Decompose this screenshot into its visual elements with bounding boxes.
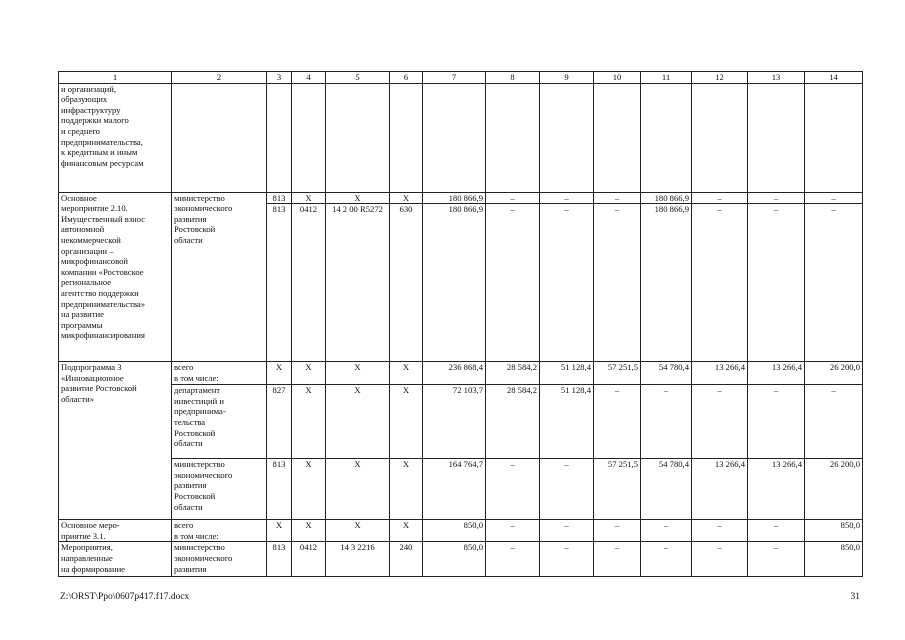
cell: – [486, 520, 540, 542]
table-row [59, 459, 863, 520]
cell: 54 780,4 [641, 459, 692, 520]
cell: – [486, 192, 540, 204]
executor: всего в том числе: [172, 362, 267, 385]
event-name: и организаций, образующих инфраструктуру поддержки малого и среднего предпринимательства, к кредитным и иным финансовым ресурсам [59, 83, 172, 192]
cell: 850,0 [805, 542, 863, 577]
cell: X [292, 362, 326, 385]
cell: 180 866,9 [423, 204, 486, 362]
table-row [59, 542, 863, 577]
cell: X [267, 362, 292, 385]
executor: всего в том числе: [172, 520, 267, 542]
event-name: Мероприятия, направленные на формирование [59, 542, 172, 577]
cell: X [326, 362, 390, 385]
cell: – [486, 459, 540, 520]
cell: – [641, 385, 692, 459]
col-header: 6 [390, 72, 423, 84]
cell: X [292, 192, 326, 204]
budget-table [58, 71, 863, 577]
cell: 14 2 00 R5272 [326, 204, 390, 362]
cell: – [692, 520, 748, 542]
cell: 180 866,9 [641, 192, 692, 204]
executor: министерство экономического развития Ростовской области [172, 192, 267, 362]
col-header: 3 [267, 72, 292, 84]
event-name: Основное мероприятие 2.10. Имущественный взнос автономной некоммерческой организации – микрофинансовой компании «Ростовское региональное агентство поддержки предпринимательства» на развитие программы микрофинансирования [59, 192, 172, 362]
cell: X [390, 459, 423, 520]
table-row [59, 83, 863, 192]
cell: X [390, 362, 423, 385]
cell: 26 200,0 [805, 362, 863, 385]
cell: 57 251,5 [594, 459, 641, 520]
cell: 28 584,2 [486, 385, 540, 459]
executor: министерство экономического развития Ростовской области [172, 459, 267, 520]
cell: – [692, 192, 748, 204]
cell: – [692, 204, 748, 362]
cell: – [594, 204, 641, 362]
col-header: 13 [748, 72, 805, 84]
cell: 72 103,7 [423, 385, 486, 459]
cell: – [748, 542, 805, 577]
executor: департамент инвестиций и предпринима- тельства Ростовской области [172, 385, 267, 459]
col-header: 12 [692, 72, 748, 84]
col-header: 10 [594, 72, 641, 84]
cell: 850,0 [423, 542, 486, 577]
col-header: 9 [540, 72, 594, 84]
cell: 813 [267, 204, 292, 362]
col-header: 1 [59, 72, 172, 84]
table-row [59, 385, 863, 459]
col-header: 4 [292, 72, 326, 84]
file-path: Z:\ORST\Ppo\0607p417.f17.docx [60, 592, 190, 602]
col-header: 2 [172, 72, 267, 84]
cell: 240 [390, 542, 423, 577]
subprogram-name: Подпрограмма 3 «Инновационное развитие Ростовской области» [59, 362, 172, 520]
cell: X [326, 192, 390, 204]
col-header: 5 [326, 72, 390, 84]
cell: X [292, 385, 326, 459]
cell: – [641, 542, 692, 577]
cell: 164 764,7 [423, 459, 486, 520]
cell: – [594, 192, 641, 204]
cell: – [805, 204, 863, 362]
cell: 51 128,4 [540, 362, 594, 385]
cell: – [594, 385, 641, 459]
cell: – [540, 520, 594, 542]
cell: – [540, 542, 594, 577]
cell: X [267, 520, 292, 542]
cell: – [486, 204, 540, 362]
cell: 13 266,4 [748, 459, 805, 520]
cell: – [692, 542, 748, 577]
cell: 51 128,4 [540, 385, 594, 459]
cell: 180 866,9 [641, 204, 692, 362]
cell: X [292, 459, 326, 520]
cell: – [748, 520, 805, 542]
event-name: Основное меро- приятие 3.1. [59, 520, 172, 542]
cell: – [748, 192, 805, 204]
cell: X [390, 520, 423, 542]
cell: X [390, 385, 423, 459]
col-header: 8 [486, 72, 540, 84]
cell: X [292, 520, 326, 542]
cell: 813 [267, 542, 292, 577]
cell: 13 266,4 [748, 362, 805, 385]
cell: 850,0 [805, 520, 863, 542]
executor: министерство экономического развития [172, 542, 267, 577]
cell: – [540, 192, 594, 204]
cell: 13 266,4 [692, 459, 748, 520]
cell: X [326, 520, 390, 542]
cell: – [540, 459, 594, 520]
col-header: 14 [805, 72, 863, 84]
col-header: 11 [641, 72, 692, 84]
cell: 850,0 [423, 520, 486, 542]
cell: 827 [267, 385, 292, 459]
cell: – [540, 204, 594, 362]
cell: 28 584,2 [486, 362, 540, 385]
cell: – [594, 520, 641, 542]
table-row [59, 520, 863, 542]
col-header: 7 [423, 72, 486, 84]
cell: 14 3 2216 [326, 542, 390, 577]
cell: 0412 [292, 204, 326, 362]
header-row [59, 72, 863, 84]
cell: – [641, 520, 692, 542]
cell: – [748, 385, 805, 459]
cell: 0412 [292, 542, 326, 577]
cell: 813 [267, 192, 292, 204]
cell: – [748, 204, 805, 362]
page-number: 31 [850, 592, 860, 602]
table-row [59, 192, 863, 204]
cell: X [326, 459, 390, 520]
table-row [59, 362, 863, 385]
cell: 57 251,5 [594, 362, 641, 385]
cell: – [805, 385, 863, 459]
cell: X [326, 385, 390, 459]
cell: – [692, 385, 748, 459]
cell: 13 266,4 [692, 362, 748, 385]
cell: 26 200,0 [805, 459, 863, 520]
cell: X [390, 192, 423, 204]
cell: 54 780,4 [641, 362, 692, 385]
cell: 630 [390, 204, 423, 362]
cell: – [805, 192, 863, 204]
cell: – [594, 542, 641, 577]
cell: – [486, 542, 540, 577]
cell: 236 868,4 [423, 362, 486, 385]
cell: 813 [267, 459, 292, 520]
cell: 180 866,9 [423, 192, 486, 204]
